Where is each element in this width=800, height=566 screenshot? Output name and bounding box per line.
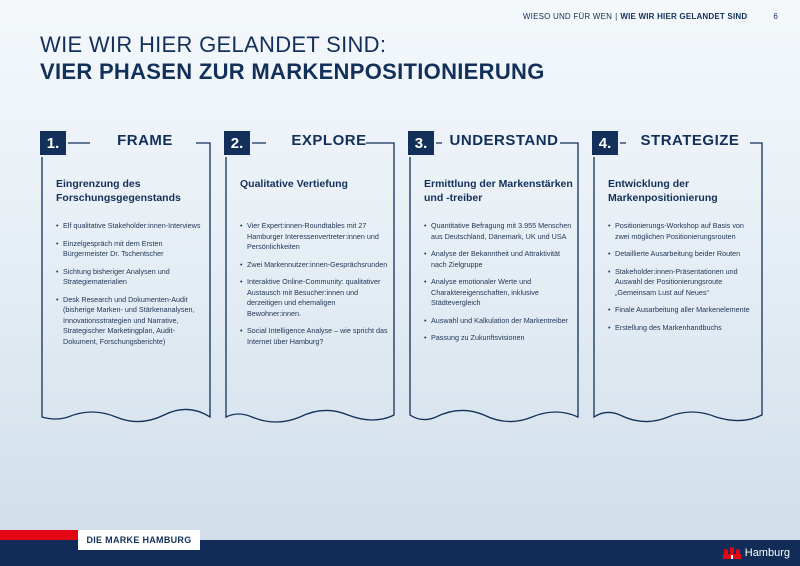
- bullet-icon: •: [424, 333, 427, 342]
- phase-subtitle: Qualitative Vertiefung: [240, 178, 348, 190]
- breadcrumb-current: WIE WIR HIER GELANDET SIND: [620, 12, 748, 21]
- phase-number: 1.: [40, 131, 66, 155]
- list-item: • Finale Ausarbeitung aller Markenelemente: [608, 305, 750, 314]
- phase-subtitle: Ermittlung der Markenstärken und -treiber: [424, 178, 573, 204]
- list-item: • Erstellung des Markenhandbuchs: [608, 322, 722, 332]
- castle-icon: [722, 545, 742, 561]
- list-item: • Zwei Markennutzer:innen-Gesprächsrunden: [240, 259, 388, 269]
- bullet-icon: •: [608, 249, 611, 258]
- phase-card-frame: [40, 131, 216, 427]
- phase-number: 4.: [592, 131, 618, 155]
- list-item: • Interaktive Online-Community: qualitativer Austausch mit Besucher:innen und derzeitigen und ehemaligen Bewohner:innen.: [240, 277, 381, 318]
- phase-items: [240, 221, 390, 354]
- bullet-icon: •: [240, 277, 243, 286]
- bullet-icon: •: [424, 277, 427, 286]
- breadcrumb-separator: |: [615, 12, 618, 21]
- footer-accent-stripe: [0, 530, 78, 540]
- list-item: • Passung zu Zukunftsvisionen: [424, 333, 525, 342]
- bullet-icon: •: [608, 305, 611, 314]
- page-title-line2: VIER PHASEN ZUR MARKENPOSITIONIERUNG: [40, 59, 545, 84]
- list-item: • Positionierungs-Workshop auf Basis von zwei möglichen Positionierungsrouten: [608, 221, 744, 241]
- list-item: • Quantitative Befragung mit 3.955 Menschen aus Deutschland, Dänemark, UK und USA: [424, 221, 572, 241]
- list-item: • Analyse emotionaler Werte und Charaktereigenschaften, inklusive Städtevergleich: [424, 277, 539, 307]
- bullet-icon: •: [240, 326, 243, 335]
- phase-name: FRAME: [117, 132, 173, 149]
- list-item: • Auswahl und Kalkulation der Markentreiber: [424, 315, 569, 325]
- phase-number: 3.: [408, 131, 434, 155]
- phase-items: [608, 221, 758, 340]
- list-item: • Detaillierte Ausarbeitung beider Routen: [608, 249, 741, 258]
- phase-items: [56, 221, 206, 354]
- phase-card-understand: [408, 131, 584, 427]
- bullet-icon: •: [56, 238, 59, 248]
- bullet-icon: •: [56, 266, 59, 276]
- bullet-icon: •: [240, 221, 243, 230]
- list-item: • Desk Research und Dokumenten-Audit (bisherige Marken- und Stärkenanalysen, Innovationsstrategien und Narrative, Strategischer Marketingplan, Audit-Dokument, Forschungsberichte): [56, 294, 195, 346]
- list-item: • Vier Expert:innen-Roundtables mit 27 Hamburger Interessenvertreter:innen und Persönlichkeiten: [240, 221, 379, 251]
- bullet-icon: •: [608, 221, 611, 230]
- bullet-icon: •: [56, 294, 59, 304]
- phase-number: 2.: [224, 131, 250, 155]
- list-item: • Analyse der Bekanntheit und Attraktivität nach Zielgruppe: [424, 249, 561, 269]
- bullet-icon: •: [424, 249, 427, 258]
- hamburg-logo: [722, 545, 790, 561]
- logo-text: Hamburg: [744, 547, 790, 559]
- list-item: • Sichtung bisheriger Analysen und Strategiematerialien: [56, 266, 170, 286]
- top-breadcrumb: [523, 12, 778, 21]
- phase-items: [424, 221, 574, 351]
- list-item: • Elf qualitative Stakeholder:innen-Interviews: [56, 221, 201, 230]
- breadcrumb-section[interactable]: WIESO UND FÜR WEN: [522, 12, 613, 21]
- bullet-icon: •: [608, 322, 611, 332]
- list-item: • Einzelgespräch mit dem Ersten Bürgermeister Dr. Tschentscher: [56, 238, 164, 258]
- page-number: 6: [773, 12, 778, 21]
- phase-card-strategize: [592, 131, 768, 427]
- phase-name: UNDERSTAND: [449, 132, 559, 149]
- phase-name: EXPLORE: [291, 132, 367, 149]
- phase-card-explore: [224, 131, 400, 427]
- phase-subtitle: Entwicklung der Markenpositionierung: [608, 178, 718, 204]
- list-item: • Stakeholder:innen-Präsentationen und Auswahl der Positionierungsroute „Gemeinsam Lust auf Neues“: [608, 266, 738, 297]
- page-title: [40, 32, 545, 85]
- footer-brand-label: DIE MARKE HAMBURG: [78, 530, 200, 550]
- bullet-icon: •: [424, 315, 427, 325]
- phase-subtitle: Eingrenzung des Forschungsgegenstands: [56, 178, 181, 204]
- bullet-icon: •: [424, 221, 427, 230]
- bullet-icon: •: [240, 259, 243, 269]
- phase-name: STRATEGIZE: [640, 132, 740, 149]
- bullet-icon: •: [56, 221, 59, 230]
- list-item: • Social Intelligence Analyse – wie spricht das Internet über Hamburg?: [240, 326, 388, 346]
- bullet-icon: •: [608, 266, 611, 276]
- page-title-line1: WIE WIR HIER GELANDET SIND:: [40, 32, 387, 57]
